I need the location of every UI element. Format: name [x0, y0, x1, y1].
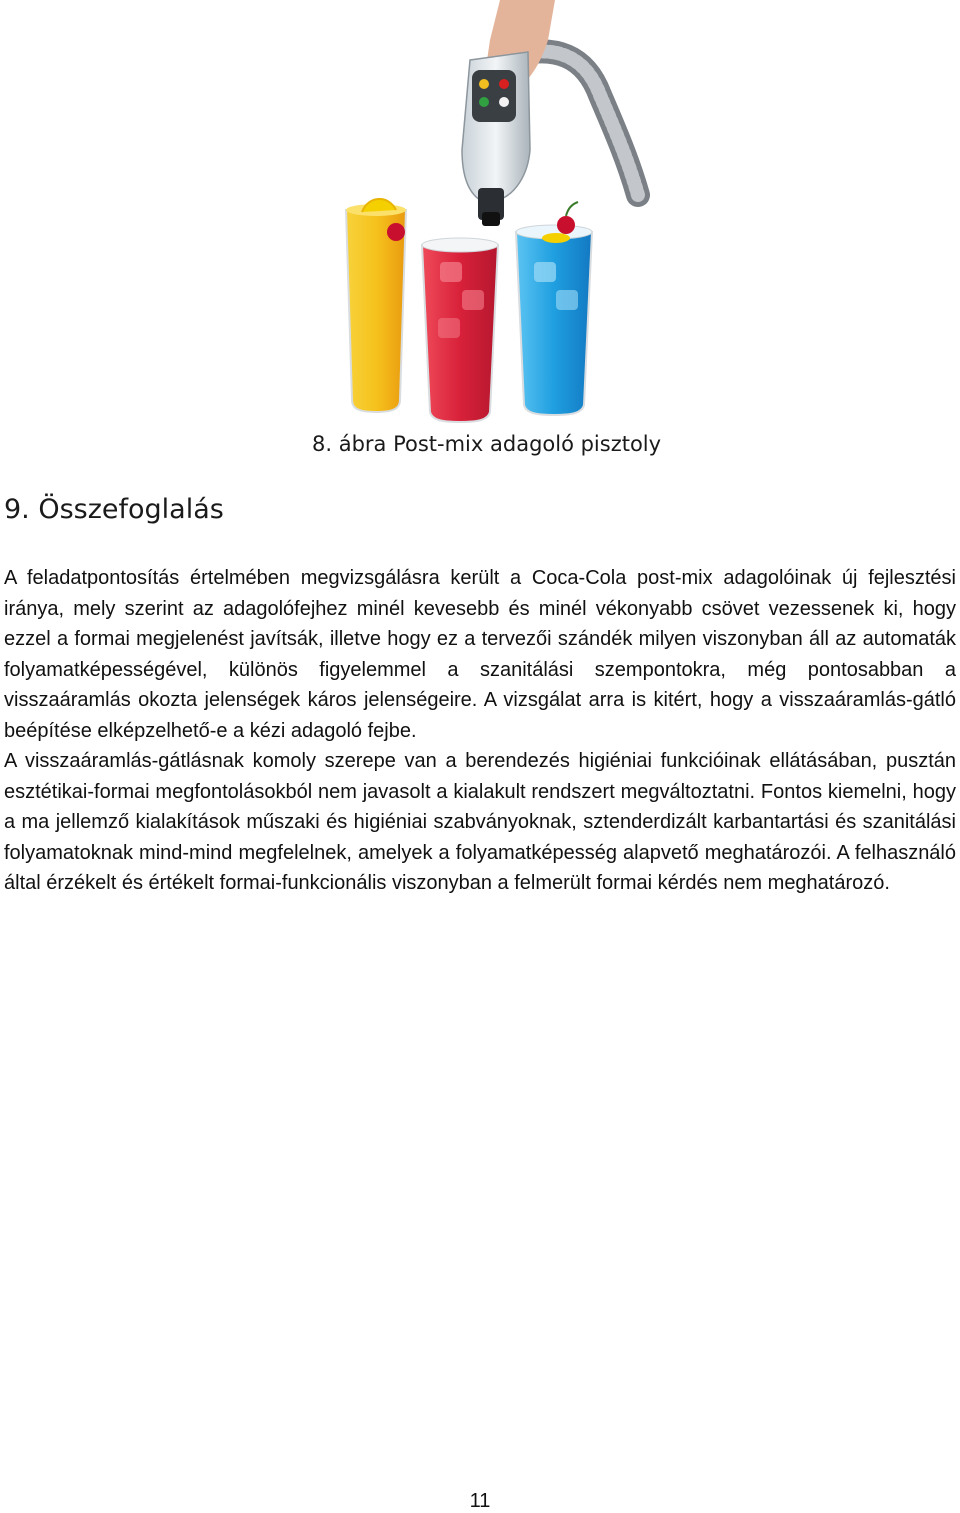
- page-number: 11: [469, 1490, 491, 1512]
- paragraph: A visszaáramlás-gátlásnak komoly szerepe van a berendezés higiéniai funkcióinak ellátásában, pusztán esztétikai-formai megfontolásokból nem javasolt a kialakult rendszert megváltoztatni. Fontos kiemelni, hogy a ma jellemző kialakítások műszaki és higiéniai szabványoknak, sztenderdizált karbantartási és szanitálási folyamatoknak mind-mind megfelelnek, amelyek a folyamatképesség alapvető meghatározói. A felhasználó által érzékelt és értékelt formai-funkcionális viszonyban a felmerült formai kérdés nem meghatározó.: [4, 750, 956, 894]
- figure-caption: 8. ábra Post-mix adagoló pisztoly: [312, 432, 662, 456]
- section-body: [4, 563, 956, 899]
- paragraph: A feladatpontosítás értelmében megvizsgálásra került a Coca-Cola post-mix adagolóinak új fejlesztési iránya, mely szerint az adagolófejhez minél kevesebb és minél vékonyabb csövet vezessenek ki, hogy ezzel a formai megjelenést javítsák, illetve hogy ez a tervezői szándék milyen viszonyban áll az automaták folyamatképességével, különös figyelemmel a szanitálási szempontokra, még pontosabban a visszaáramlás okozta jelenségek káros jelenségeire. A vizsgálat arra is kitért, hogy a visszaáramlás-gátló beépítése elképzelhető-e a kézi adagoló fejbe.: [4, 567, 956, 742]
- figure-post-mix-gun: [310, 0, 650, 425]
- section-heading: 9. Összefoglalás: [4, 494, 224, 525]
- post-mix-gun-illustration: [310, 0, 650, 425]
